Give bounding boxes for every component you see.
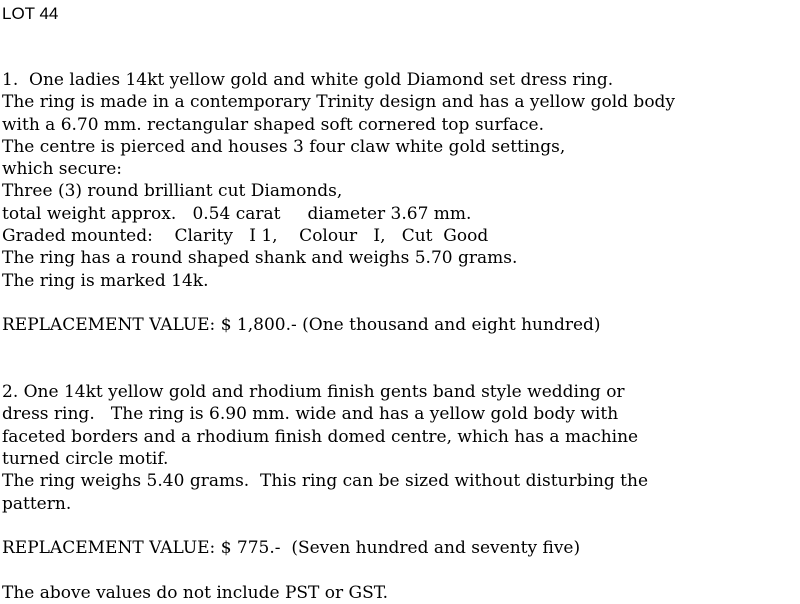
item-1-line: The ring has a round shaped shank and weighs 5.70 grams. [2, 248, 518, 269]
appraisal-document [2, 3, 798, 604]
tax-note: The above values do not include PST or GST. [2, 582, 389, 603]
item-2-line: 2. One 14kt yellow gold and rhodium finish gents band style wedding or [2, 382, 625, 403]
item-1-line: Three (3) round brilliant cut Diamonds, [2, 181, 343, 202]
item-2-line: The ring weighs 5.40 grams. This ring can be sized without disturbing the [2, 471, 649, 492]
item-1-replacement-value: REPLACEMENT VALUE: $ 1,800.- (One thousand and eight hundred) [2, 315, 601, 336]
item-1-description [2, 69, 798, 292]
item-1-line: The ring is made in a contemporary Trinity design and has a yellow gold body [2, 92, 676, 113]
item-1-line: with a 6.70 mm. rectangular shaped soft cornered top surface. [2, 114, 545, 135]
item-1-line: 1. One ladies 14kt yellow gold and white gold Diamond set dress ring. [2, 70, 614, 90]
item-2-line: pattern. [2, 493, 72, 514]
item-2-line: turned circle motif. [2, 449, 169, 470]
item-1-line: The ring is marked 14k. [2, 270, 209, 291]
item-2-line: faceted borders and a rhodium finish domed centre, which has a machine [2, 426, 639, 447]
item-2-description [2, 381, 798, 515]
item-2-replacement-value: REPLACEMENT VALUE: $ 775.- (Seven hundred and seventy five) [2, 538, 581, 559]
item-1-line: Graded mounted: Clarity I 1, Colour I, Cut Good [2, 226, 489, 247]
item-1-line: which secure: [2, 159, 122, 180]
item-1-line: total weight approx. 0.54 carat diameter 3.67 mm. [2, 203, 472, 224]
item-2-line: dress ring. The ring is 6.90 mm. wide and has a yellow gold body with [2, 404, 619, 425]
item-1-line: The centre is pierced and houses 3 four claw white gold settings, [2, 136, 566, 157]
lot-title: LOT 44 [2, 4, 59, 23]
